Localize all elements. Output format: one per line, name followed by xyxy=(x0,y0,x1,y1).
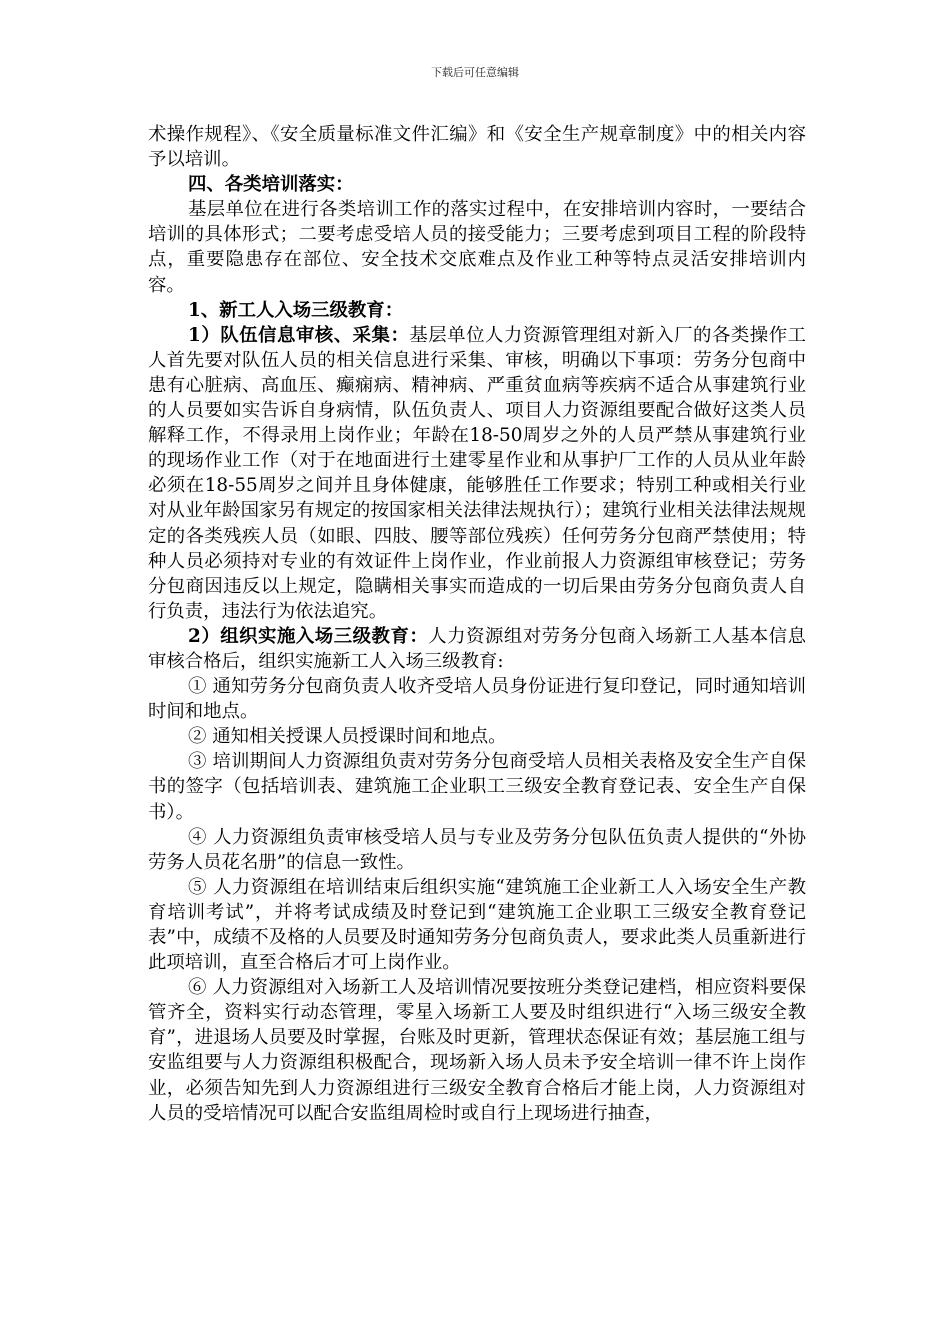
list-item-6: ⑥ 人力资源组对入场新工人及培训情况要按班分类登记建档，相应资料要保管齐全，资料实行动态管理，零星入场新工人要及时组织进行“入场三级安全教育”，进退场人员要及时掌握，台账及时更新，管理状态保证有效；基层施工组与安监组要与人力资源组积极配合，现场新入场人员未予安全培训一律不许上岗作业，必须告知先到人力资源组进行三级安全教育合格后才能上岗，人力资源组对人员的受培情况可以配合安监组周检时或自行上现场进行抽查， xyxy=(148,977,806,1124)
list-item-2: ② 通知相关授课人员授课时间和地点。 xyxy=(188,726,507,748)
document-body xyxy=(148,122,806,1126)
subsection-heading-1: 1、新工人入场三级教育： xyxy=(188,299,404,321)
list-item-4: ④ 人力资源组负责审核受培人员与专业及劳务分包队伍负责人提供的“外协劳务人员花名册”的信息一致性。 xyxy=(148,826,806,873)
list-item-5: ⑤ 人力资源组在培训结束后组织实施“建筑施工企业新工人入场安全生产教育培训考试”，并将考试成绩及时登记到“建筑施工企业职工三级安全教育登记表”中，成绩不及格的人员要及时通知劳务分包商负责人，要求此类人员重新进行此项培训，直至合格后才可上岗作业。 xyxy=(148,876,806,974)
list-item-3: ③ 培训期间人力资源组负责对劳务分包商受培人员相关表格及安全生产自保书的签字（包括培训表、建筑施工企业职工三级安全教育登记表、安全生产自保书）。 xyxy=(148,751,806,823)
paragraph-intro: 基层单位在进行各类培训工作的落实过程中，在安排培训内容时，一要结合培训的具体形式；二要考虑受培人员的接受能力；三要考虑到项目工程的阶段特点，重要隐患存在部位、安全技术交底难点及作业工种等特点灵活安排培训内容。 xyxy=(148,199,806,296)
paragraph-item-2: 2）组织实施入场三级教育：人力资源组对劳务分包商入场新工人基本信息审核合格后，组织实施新工人入场三级教育: xyxy=(148,625,806,672)
paragraph-continuation: 术操作规程》、《安全质量标准文件汇编》和《安全生产规章制度》中的相关内容予以培训。 xyxy=(148,124,806,171)
list-item-1: ① 通知劳务分包商负责人收齐受培人员身份证进行复印登记，同时通知培训时间和地点。 xyxy=(148,676,806,723)
paragraph-item-1: 1）队伍信息审核、采集：基层单位人力资源管理组对新入厂的各类操作工人首先要对队伍人员的相关信息进行采集、审核，明确以下事项：劳务分包商中患有心脏病、高血压、癫痫病、精神病、严重贫血病等疾病不适合从事建筑行业的人员要如实告诉自身病情，队伍负责人、项目人力资源组要配合做好这类人员解释工作，不得录用上岗作业；年龄在18-50周岁之外的人员严禁从事建筑行业的现场作业工作（对于在地面进行土建零星作业和从事护厂工作的人员从业年龄必须在18-55周岁之间并且身体健康，能够胜任工作要求；特别工种或相关行业对从业年龄国家另有规定的按国家相关法律法规执行）；建筑行业相关法律法规规定的各类残疾人员（如眼、四肢、腰等部位残疾）任何劳务分包商严禁使用；特种人员必须持对专业的有效证件上岗作业，作业前报人力资源组审核登记；劳务分包商因违反以上规定，隐瞒相关事实而造成的一切后果由劳务分包商负责人自行负责，违法行为依法追究。 xyxy=(148,324,806,622)
section-heading-4: 四、各类培训落实： xyxy=(188,174,354,196)
page-header: 下载后可任意编辑 xyxy=(431,66,519,79)
